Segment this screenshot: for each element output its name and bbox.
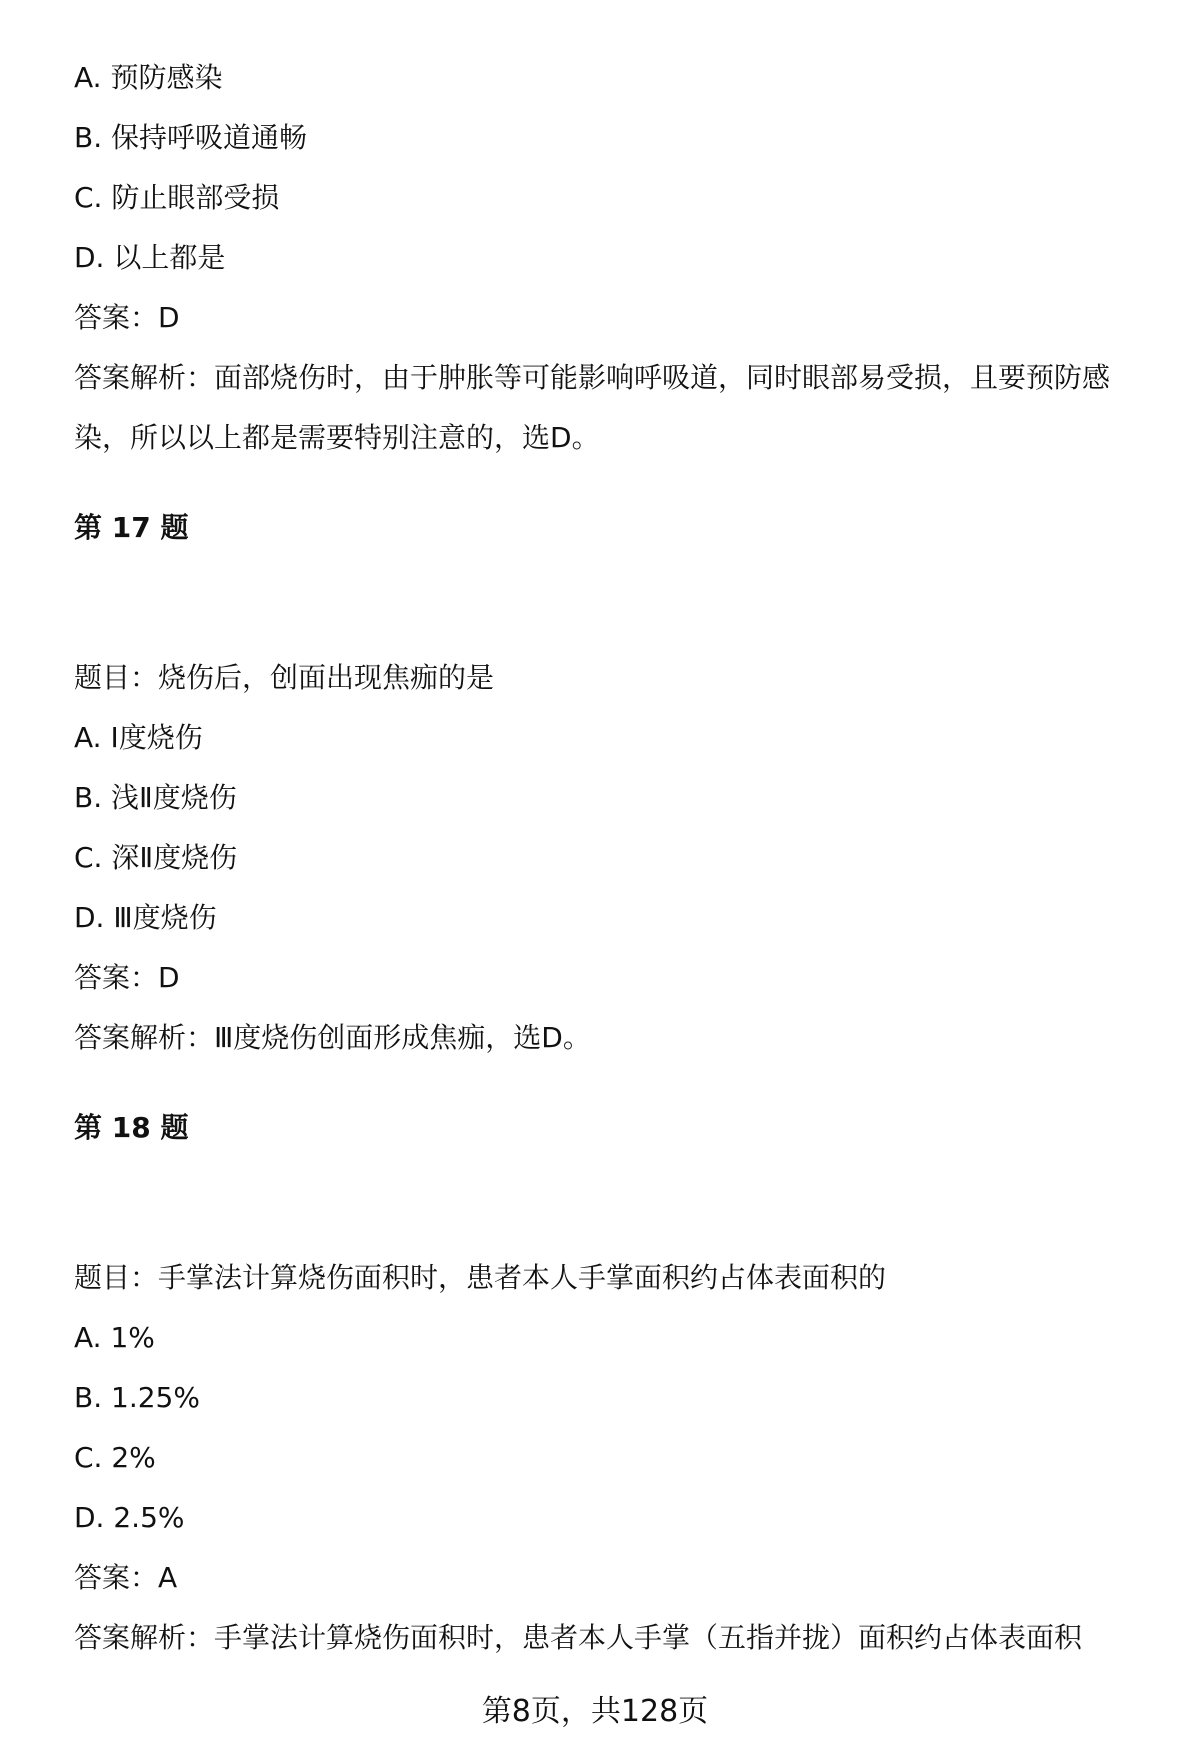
q17-question: 题目：烧伤后，创面出现焦痂的是 — [74, 661, 495, 694]
document-page — [74, 48, 1164, 1668]
question-18 — [74, 1098, 1164, 1668]
q18-option-d: D. 2.5% — [74, 1501, 185, 1534]
q16-option-a: A. 预防感染 — [74, 61, 223, 94]
q17-analysis: 答案解析：Ⅲ度烧伤创面形成焦痂，选D。 — [74, 1021, 591, 1054]
q16-answer: 答案：D — [74, 301, 180, 334]
question-16-tail — [74, 48, 1164, 468]
q18-heading: 第 18 题 — [74, 1111, 189, 1144]
q18-option-a: A. 1% — [74, 1321, 155, 1354]
q17-heading: 第 17 题 — [74, 511, 189, 544]
q16-analysis: 答案解析：面部烧伤时，由于肿胀等可能影响呼吸道，同时眼部易受损，且要预防感染，所以以上都是需要特别注意的，选D。 — [74, 361, 1111, 454]
page-number-footer: 第8页，共128页 — [481, 1694, 709, 1729]
q18-question: 题目：手掌法计算烧伤面积时，患者本人手掌面积约占体表面积的 — [74, 1261, 887, 1294]
q16-option-c: C. 防止眼部受损 — [74, 181, 280, 214]
q17-option-b: B. 浅Ⅱ度烧伤 — [74, 781, 237, 814]
q18-analysis: 答案解析：手掌法计算烧伤面积时，患者本人手掌（五指并拢）面积约占体表面积 — [74, 1621, 1083, 1654]
q17-option-a: A. Ⅰ度烧伤 — [74, 721, 203, 754]
q17-option-c: C. 深Ⅱ度烧伤 — [74, 841, 238, 874]
q17-option-d: D. Ⅲ度烧伤 — [74, 901, 217, 934]
q18-option-b: B. 1.25% — [74, 1381, 200, 1414]
q16-option-d: D. 以上都是 — [74, 241, 226, 274]
q18-answer: 答案：A — [74, 1561, 178, 1594]
q18-option-c: C. 2% — [74, 1441, 156, 1474]
question-17 — [74, 498, 1164, 1068]
q17-answer: 答案：D — [74, 961, 180, 994]
q16-option-b: B. 保持呼吸道通畅 — [74, 121, 308, 154]
